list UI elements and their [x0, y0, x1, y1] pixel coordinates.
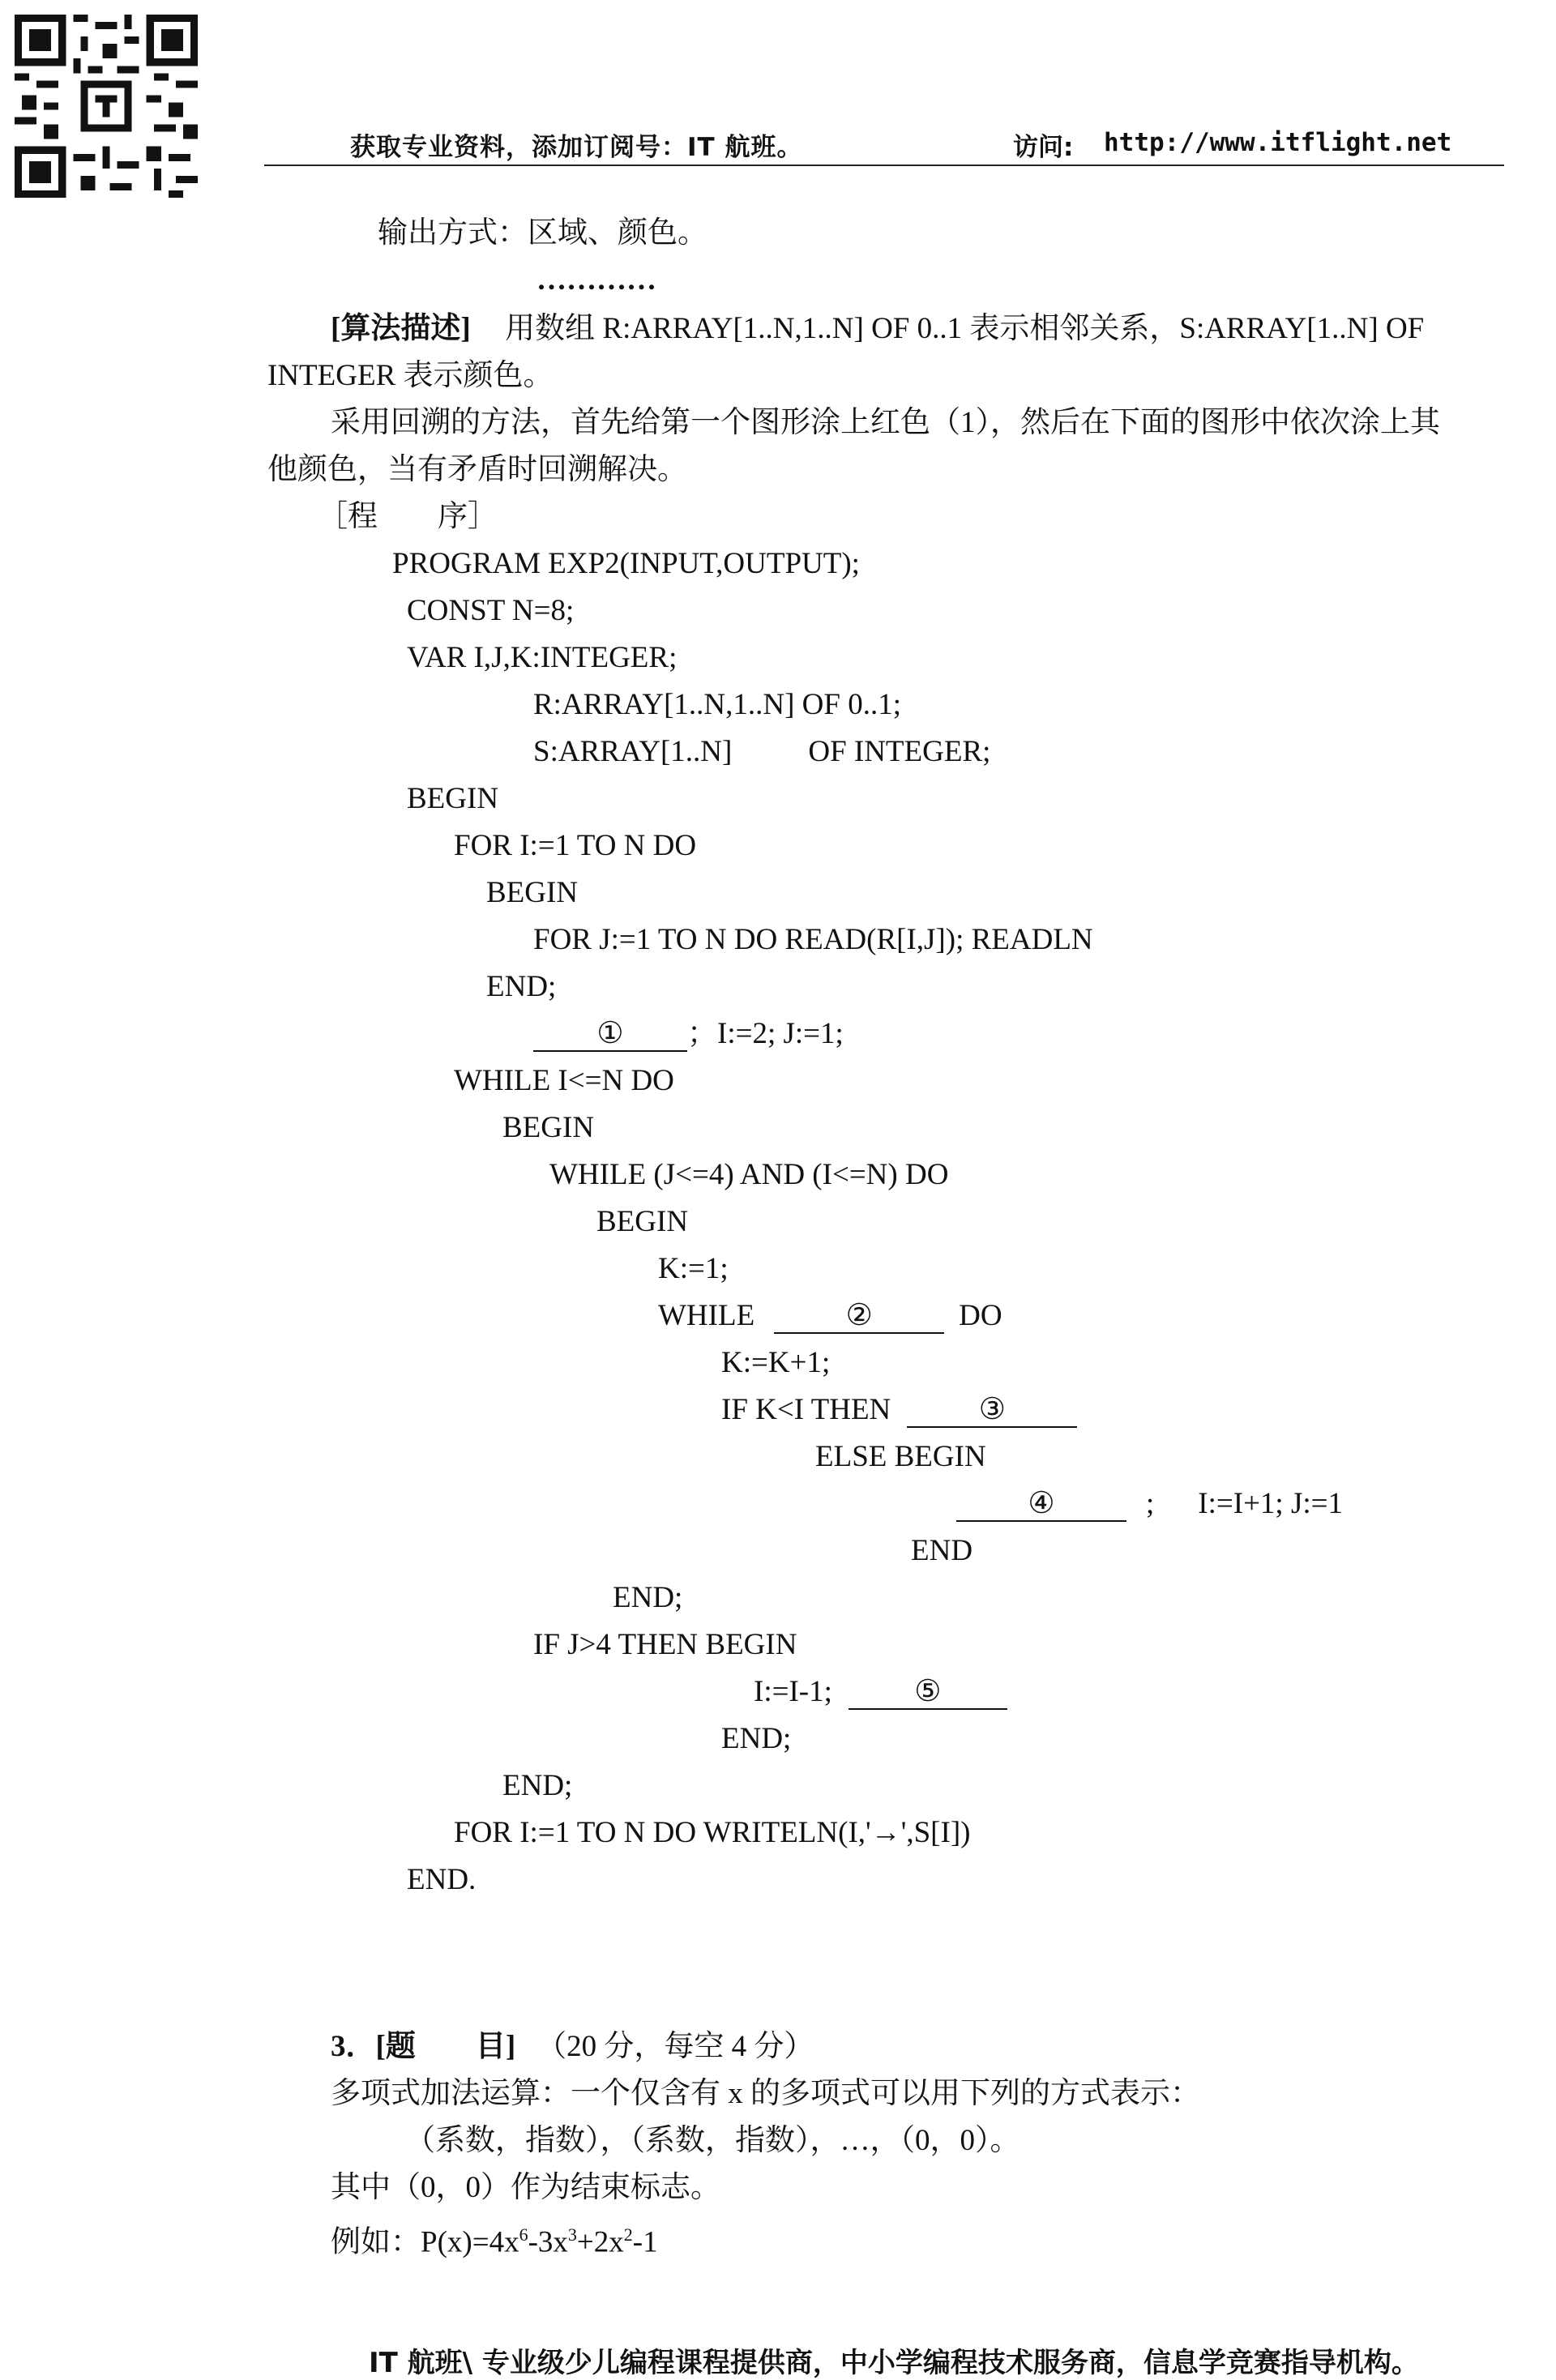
code-line-24: IF J>4 THEN BEGIN	[533, 1628, 797, 1661]
problem-3-heading	[331, 2029, 814, 2065]
code-line-21	[956, 1486, 1343, 1522]
code-line-16: K:=1;	[658, 1252, 729, 1285]
blank-3[interactable]: ③	[907, 1394, 1077, 1428]
code-line-28	[454, 1815, 970, 1851]
algorithm-line-2: INTEGER 表示颜色。	[267, 359, 554, 392]
code-line-6: BEGIN	[407, 782, 499, 815]
algorithm-description	[331, 311, 1424, 347]
algorithm-label: [算法描述]	[331, 312, 471, 345]
code-line-2: CONST N=8;	[407, 594, 575, 627]
problem-3-format: （系数，指数），（系数，指数），…，（0，0）。	[405, 2124, 1020, 2157]
qr-code-image	[15, 15, 198, 198]
code-line-5b: OF INTEGER;	[808, 735, 991, 768]
code-line-19a: IF K<I THEN	[721, 1393, 891, 1426]
header-visit-label: 访问:	[1013, 133, 1074, 162]
example-term-2: -3x	[528, 2225, 568, 2259]
header-subscribe-text: 获取专业资料，添加订阅号：IT 航班。	[350, 133, 803, 162]
header-url-link[interactable]: http://www.itflight.net	[1104, 128, 1452, 157]
code-line-13: BEGIN	[502, 1111, 595, 1144]
blank-4[interactable]: ④	[956, 1488, 1126, 1522]
code-line-7: FOR I:=1 TO N DO	[454, 829, 697, 862]
exponent-1: 6	[519, 2224, 528, 2245]
code-line-19	[721, 1392, 1077, 1428]
header-divider	[264, 165, 1504, 166]
method-line-2: 他颜色，当有矛盾时回溯解决。	[267, 453, 687, 486]
blank-1[interactable]: ①	[533, 1018, 687, 1052]
problem-3-end-flag: 其中（0，0）作为结束标志。	[331, 2171, 720, 2204]
code-line-22: END	[911, 1534, 973, 1567]
footer-text: IT 航班\ 专业级少儿编程课程提供商，中小学编程技术服务商，信息学竞赛指导机构。	[369, 2347, 1419, 2379]
arrow-symbol: →	[870, 1816, 901, 1849]
code-line-26: END;	[721, 1722, 792, 1755]
blank-2[interactable]: ②	[774, 1300, 944, 1334]
code-line-17	[658, 1298, 1002, 1334]
code-line-23: END;	[613, 1581, 683, 1614]
code-line-10: END;	[486, 970, 557, 1003]
code-line-11	[533, 1016, 844, 1052]
code-line-28b: ',S[I])	[900, 1816, 971, 1849]
code-line-20: ELSE BEGIN	[815, 1440, 986, 1473]
code-line-18: K:=K+1;	[721, 1346, 831, 1379]
code-line-25a: I:=I-1;	[754, 1675, 832, 1708]
code-line-27: END;	[502, 1769, 573, 1802]
program-label: ［程 序］	[318, 500, 498, 533]
code-line-21a: ;	[1146, 1487, 1155, 1520]
example-term-3: +2x	[576, 2225, 624, 2259]
code-line-28a: FOR I:=1 TO N DO WRITELN(I,'	[454, 1816, 871, 1849]
exponent-2: 3	[567, 2224, 577, 2245]
code-line-5a: S:ARRAY[1..N]	[533, 735, 733, 768]
output-mode-text: 输出方式：区域、颜色。	[378, 216, 707, 250]
code-line-3: VAR I,J,K:INTEGER;	[407, 641, 678, 674]
problem-3-example	[331, 2217, 658, 2260]
blank-5[interactable]: ⑤	[849, 1676, 1007, 1710]
problem-3-number: 3．	[331, 2030, 376, 2063]
code-line-25	[754, 1674, 1007, 1710]
exponent-3: 2	[623, 2224, 633, 2245]
code-line-9: FOR J:=1 TO N DO READ(R[I,J]); READLN	[533, 923, 1093, 956]
ellipsis-text: …………	[536, 263, 656, 297]
code-line-14: WHILE (J<=4) AND (I<=N) DO	[549, 1158, 949, 1191]
example-prefix: 例如：P(x)=4x	[331, 2225, 519, 2259]
code-line-11-rest: ；I:=2; J:=1;	[687, 1017, 844, 1050]
problem-3-label: [题 目]	[375, 2030, 516, 2063]
code-line-12: WHILE I<=N DO	[454, 1064, 674, 1097]
code-line-17b: DO	[959, 1299, 1002, 1332]
code-line-5	[533, 734, 990, 770]
algorithm-line-1: 用数组 R:ARRAY[1..N,1..N] OF 0..1 表示相邻关系，S:ARRAY[1..N] OF	[505, 312, 1425, 345]
code-line-17a: WHILE	[658, 1299, 755, 1332]
problem-3-score: （20 分，每空 4 分）	[536, 2030, 814, 2063]
code-line-29: END.	[407, 1863, 477, 1896]
code-line-1: PROGRAM EXP2(INPUT,OUTPUT);	[392, 547, 860, 580]
code-line-15: BEGIN	[596, 1205, 689, 1238]
code-line-4: R:ARRAY[1..N,1..N] OF 0..1;	[533, 688, 901, 721]
problem-3-description: 多项式加法运算：一个仅含有 x 的多项式可以用下列的方式表示：	[331, 2077, 1200, 2110]
method-line-1: 采用回溯的方法，首先给第一个图形涂上红色（1），然后在下面的图形中依次涂上其	[331, 406, 1440, 439]
example-term-4: -1	[632, 2225, 658, 2259]
code-line-21b: I:=I+1; J:=1	[1198, 1487, 1344, 1520]
code-line-8: BEGIN	[486, 876, 579, 909]
